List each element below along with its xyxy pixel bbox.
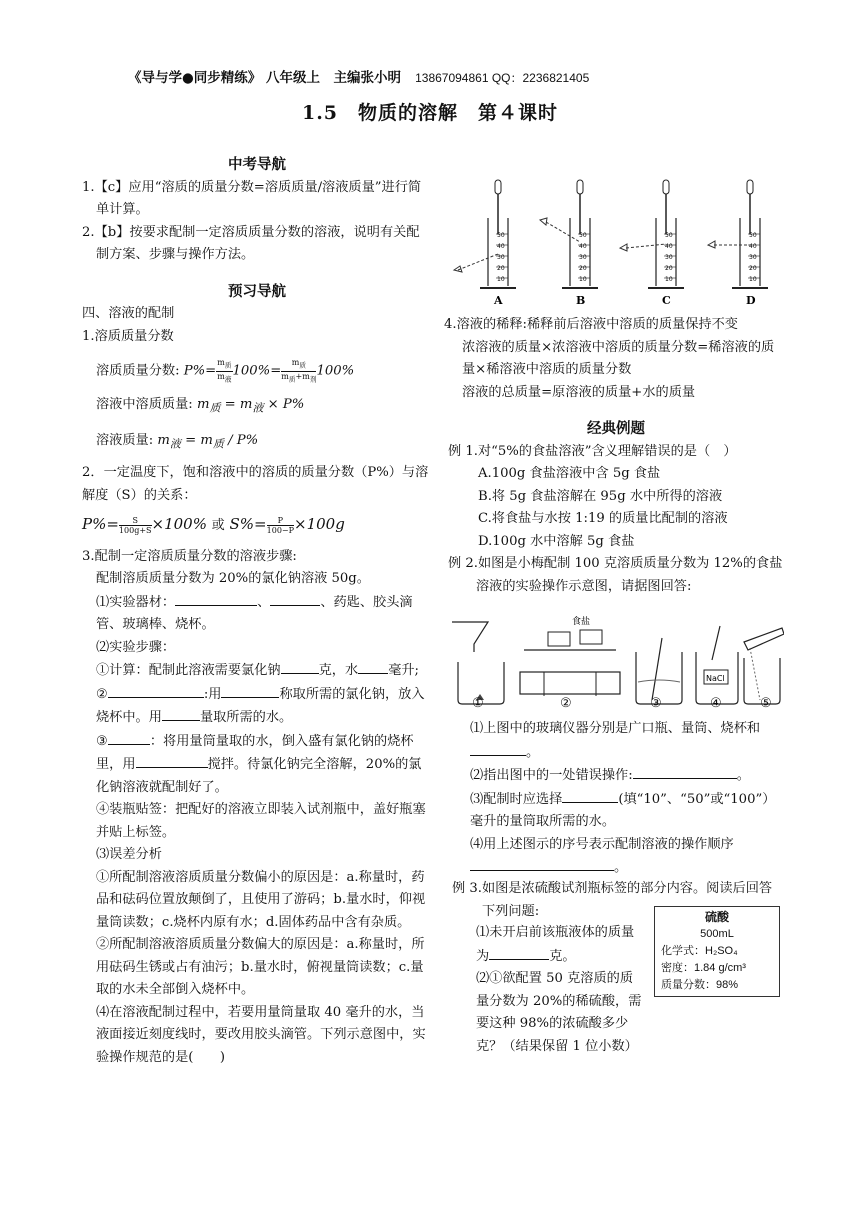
spoon [712,626,720,660]
dilution-equation: 浓溶液的质量×浓溶液中溶质的质量分数=稀溶液的质量×稀溶液中溶质的质量分数 [462,339,775,377]
step-2-text-c: 称取所需的氯化钠，放入烧杯中。用 [96,686,425,726]
example-3-question: 例 3.如图是浓硫酸试剂瓶标签的部分内容。阅读后回答下列问题: [452,881,773,919]
tick-10: 10 [749,276,757,283]
heading-mass-fraction: 1.溶质质量分数 [82,328,174,344]
cylinder-label-D: D [746,294,756,307]
dilution-rule: 4.溶液的稀释:稀释前后溶液中溶质的质量保持不变 [444,317,738,332]
pouring-cylinder [744,628,784,650]
step-1-text-a: ①计算：配制此溶液需要氯化钠 [96,663,281,679]
dropper-bulb-1 [577,180,583,194]
eye-d-icon [708,241,715,248]
q3-text-b: (填“10”、“50”或“100”）毫升的量筒取所需的水。 [470,791,776,829]
header-text: 《导与学●同步精练》 八年级上 主编张小明 [128,70,401,86]
blank-nacl-mass[interactable] [281,659,319,674]
example-1-option-c[interactable]: C.将食盐与水按 1:19 的质量比配制的溶液 [478,511,728,526]
blank-balance[interactable] [221,683,279,698]
formula-1-label: 溶质质量分数: [96,363,180,379]
header-contact: 13867094861 QQ：2236821405 [415,71,590,85]
blank-q4[interactable] [470,856,614,871]
step-1-text-b: 克，水 [318,663,359,679]
blank-water-volume[interactable] [358,659,388,674]
blank-q3[interactable] [562,788,618,803]
salt-bottle [580,630,602,644]
q3-text-a: ⑶配制时应选择 [470,791,563,807]
section-examples: 经典例题 [587,420,645,437]
sight-line-c [626,244,666,248]
blank-step-2-name[interactable] [108,683,204,698]
guide-item-2: 2.【b】按要求配制一定溶质质量分数的溶液，说明有关配制方案、步骤与操作方法。 [82,224,420,262]
cylinder-reading-figure [448,178,778,312]
formula-solute-mass: 溶液中溶质质量: $m_质 = m_液 \times P\%$ [96,397,305,415]
blank-bottle-mass[interactable] [489,945,549,960]
tick-30: 30 [749,254,757,261]
section-exam-guide: 中考导航 [228,156,286,173]
example-1-option-b[interactable]: B.将 5g 食盐溶解在 95g 水中所得的溶液 [478,488,723,504]
formula-3-label: 溶液质量: [96,433,154,449]
fig-num-2: ② [560,696,572,711]
step-2 [82,683,432,730]
q1-text: ⑴上图中的玻璃仪器分别是广口瓶、量筒、烧杯和 [470,721,761,736]
step-3-text-b: ：将用量筒量取的水，倒入盛有氯化钠的烧杯里，用 [96,733,414,773]
formula-mass-fraction: 溶质质量分数: P%= $\frac{m_质}{m_液}$ 100%= $\frac{m_质}{m_质+m_剂}$ 100% [96,358,355,384]
fig-num-1: ① [472,696,484,711]
tick-50: 50 [579,232,587,239]
paragraph-task: 配制溶质质量分数为 20%的氯化钠溶液 50g。 [96,571,370,587]
example-2-q1 [470,718,784,764]
sulfuric-acid-label [654,906,780,997]
tick-30: 30 [579,254,587,261]
step-1-text-c: 毫升; [388,663,420,679]
step-3-text-c: 搅拌。待氯化钠完全溶解，20%的氯化钠溶液就配制好了。 [96,757,422,795]
step-4: ④装瓶贴签：把配好的溶液立即装入试剂瓶中，盖好瓶塞并贴上标签。 [96,802,426,840]
example-2-procedure-figure [448,612,784,712]
section-preview-guide: 预习导航 [228,282,286,300]
dropper-bulb-0 [495,180,501,194]
label-name: 硫酸 [704,910,729,924]
example-3-q1 [476,922,646,968]
nacl-label: NaCl [706,674,725,683]
error-high: ②所配制溶液溶质质量分数偏大的原因是：a.称量时，所用砝码生锈或占有油污；b.量水时，俯视量筒读数；c.量取的水未全部倒入烧杯中。 [96,937,425,998]
dropper-bulb-2 [663,180,669,194]
equipment-label: ⑴实验器材： [96,594,176,610]
tick-40: 40 [497,243,505,250]
blank-equipment-1[interactable] [175,591,257,606]
ex3-q1-text: ⑴未开启前该瓶液体的质量为 [476,925,635,964]
tick-50: 50 [665,232,673,239]
equipment-rest: 、药匙、胶头滴管、玻璃棒、烧杯。 [96,594,413,633]
label-volume: 500mL [700,928,734,940]
paragraph-procedure: ⑵实验步骤： [96,639,176,655]
ex3-q1-end: 克。 [549,948,576,964]
tick-20: 20 [497,265,505,272]
example-2-q3 [470,788,784,834]
example-1-option-a[interactable]: A.100g 食盐溶液中含 5g 食盐 [478,466,661,481]
error-analysis-heading: ⑶误差分析 [96,847,162,863]
blank-cylinder[interactable] [162,706,200,721]
right-column [444,314,784,598]
funnel [452,622,488,652]
heading-solution-prep: 四、溶液的配制 [82,306,175,321]
example-1-option-d[interactable]: D.100g 水中溶解 5g 食盐 [478,533,635,549]
dilution-total: 溶液的总质量=原溶液的质量+水的质量 [462,384,696,400]
tick-40: 40 [579,243,587,250]
sight-line-b [546,222,580,242]
example-2-q2 [470,764,784,788]
cylinder-label-A: A [494,294,503,307]
q1-end: 。 [526,744,540,760]
q2-end: 。 [736,768,750,783]
dropper-bulb-3 [747,180,753,194]
paragraph-relation: 2．一定温度下，饱和溶液中的溶质的质量分数（P%）与溶解度（S）的关系： [82,465,429,503]
example-3-q2: ⑵①欲配置 50 克溶质的质量分数为 20%的稀硫酸，需要这种 98%的浓硫酸多少克？（结果保留 1 位小数） [476,971,642,1054]
eye-c-icon [620,244,627,251]
example-1-question: 例 1.对“5%的食盐溶液”含义理解错误的是（ ） [448,443,737,459]
step-2-text-b: :用 [203,686,222,702]
page-header [128,66,768,86]
weight-box [548,632,570,646]
salt-label: 食盐 [572,617,591,627]
blank-equipment-2[interactable] [270,591,320,606]
paragraph-equipment [82,591,432,637]
blank-q1[interactable] [470,741,526,756]
guide-item-1: 1.【c】应用“溶质的质量分数=溶质质量/溶液质量”进行简单计算。 [82,179,422,217]
left-column [82,154,432,1069]
formula-solution-mass: 溶液质量: $m_液 = m_质 / P\%$ [96,433,259,451]
tick-40: 40 [665,243,673,250]
example-2-question: 例 2.如图是小梅配制 100 克溶质质量分数为 12%的食盐溶液的实验操作示意图，请据图回答: [448,556,783,594]
tick-30: 30 [497,254,505,261]
example-2-q4 [470,834,784,880]
example-3-q1-block [476,922,646,968]
blank-stir-tool[interactable] [136,753,208,768]
sight-line-a [458,254,498,270]
fig-num-4: ④ [710,696,722,711]
blank-step-3-name[interactable] [108,730,150,745]
eye-b-icon [540,218,547,225]
blank-q2[interactable] [633,764,737,779]
q2-text: ⑵指出图中的一处错误操作: [470,768,633,783]
step-3-text-a: ③ [96,733,108,749]
paragraph-steps: 3.配制一定溶质质量分数的溶液步骤: [82,548,297,564]
formula-2-label: 溶液中溶质质量: [96,397,193,413]
formula-or: 或 [211,518,225,534]
cylinder-label-C: C [662,294,671,307]
tick-20: 20 [665,265,673,272]
fig-num-3: ③ [650,696,662,711]
label-fraction: 质量分数：98% [661,979,739,991]
tick-10: 10 [665,276,673,283]
formula-solubility: P%= $\frac{S}{100g+S}$ ×100% 或 S%= $\frac{P}{100-P}$ ×100g [82,515,345,535]
tick-20: 20 [579,265,587,272]
step-2-text-a: ② [96,686,108,702]
step-3 [82,730,432,800]
tick-30: 30 [665,254,673,261]
tick-50: 50 [749,232,757,239]
balance-base [520,672,620,694]
tick-10: 10 [579,276,587,283]
error-low: ①所配制溶液溶质质量分数偏小的原因是：a.称量时，药品和砝码位置放颠倒了，且使用了游码；b.量水时，仰视量筒读数；c.烧杯内原有水；d.固体药品中含有杂质。 [96,869,426,930]
step-1 [82,659,432,683]
tick-50: 50 [497,232,505,239]
q4-end: 。 [614,860,628,875]
label-formula: 化学式：H₂SO₄ [661,945,738,957]
question-cylinder: ⑷在溶液配制过程中，若要用量筒量取 40 毫升的水，当液面接近刻度线时，要改用胶头滴管。下列示意图中，实验操作规范的是( ) [96,1004,426,1065]
cylinder-label-B: B [576,294,586,307]
eye-a-icon [454,266,462,272]
glass-rod [652,638,662,700]
equipment-sep: 、 [257,594,271,610]
tick-20: 20 [749,265,757,272]
q4-text: ⑷用上述图示的序号表示配制溶液的操作顺序 [470,836,734,852]
label-density: 密度：1.84 g/cm³ [661,962,746,974]
tick-10: 10 [497,276,505,283]
fig-num-5: ⑤ [760,696,772,711]
page-title: 1.5 物质的溶解 第４课时 [301,102,559,124]
step-2-text-d: 量取所需的水。 [199,710,293,726]
tick-40: 40 [749,243,757,250]
example-2-subquestions [470,718,784,880]
